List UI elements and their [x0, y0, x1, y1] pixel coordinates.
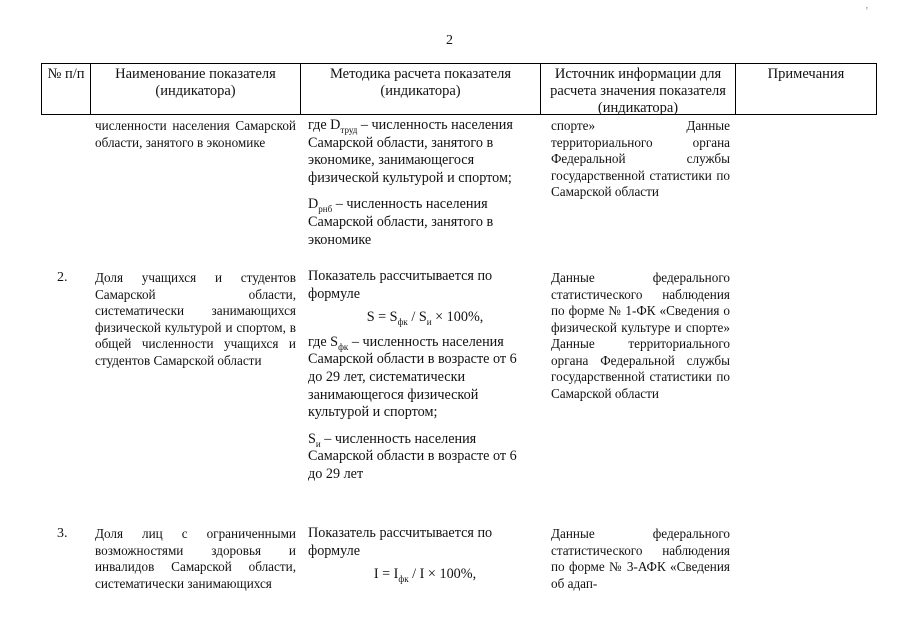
- header-source: Источник информации для расчета значения показателя (индикатора): [540, 64, 735, 114]
- row1-method: [308, 117, 528, 249]
- row3-method-intro: Показатель рассчитывается по формуле: [308, 525, 493, 559]
- row1-def1: где $D_{труд}$ – численность населения Самарской области, занятого в экономике, занимающегося физической культурой и спортом;: [308, 117, 513, 186]
- table-header: [41, 63, 877, 115]
- row3-source: Данные федерального статистического наблюдения по форме № 3-АФК «Сведения об адап-: [551, 526, 730, 591]
- corner-mark: ': [866, 6, 868, 17]
- row2-method-intro: Показатель рассчитывается по формуле: [308, 268, 493, 302]
- header-method: Методика расчета показателя (индикатора): [300, 64, 540, 114]
- row2-name: Доля учащихся и студентов Самарской области, систематически занимающихся физической культурой и спортом, в общей численности учащихся и студентов Самарской области: [95, 270, 296, 368]
- row1-name: численности населения Самарской области, занятого в экономике: [95, 118, 296, 150]
- row2-source: Данные федерального статистического наблюдения по форме № 1-ФК «Сведения о физической культуре и спорте» Данные территориального органа Федеральной службы государственной статистики по Самарской области: [551, 270, 730, 401]
- row3-name: Доля лиц с ограниченными возможностями здоровья и инвалидов Самарской области, систематически занимающихся: [95, 526, 296, 591]
- header-indicator-name: Наименование показателя (индикатора): [90, 64, 300, 114]
- row2-def2: $S_и$ – численность населения Самарской области в возрасте от 6 до 29 лет: [308, 430, 517, 482]
- row2-formula: $S = S_{фк} / S_и \times 100\%$,: [366, 309, 484, 328]
- row2-def1: где $S_{фк}$ – численность населения Самарской области в возрасте от 6 до 29 лет, систематически занимающегося физической культурой и спортом;: [308, 333, 517, 421]
- row1-source: спорте» Данные территориального органа Федеральной службы государственной статистики по Самарской области: [551, 118, 730, 199]
- header-notes: Примечания: [735, 64, 876, 114]
- row2-number: 2.: [57, 270, 68, 285]
- page-number: 2: [446, 33, 453, 48]
- header-number: № п/п: [47, 66, 85, 82]
- row2-method: [308, 268, 528, 484]
- row3-formula: $I = I_{фк} / I \times 100\%$,: [373, 566, 477, 585]
- row3-number: 3.: [57, 526, 68, 541]
- row3-method: [308, 525, 528, 584]
- row1-def2: $D_{рнб}$ – численность населения Самарской области, занятого в экономике: [308, 196, 494, 248]
